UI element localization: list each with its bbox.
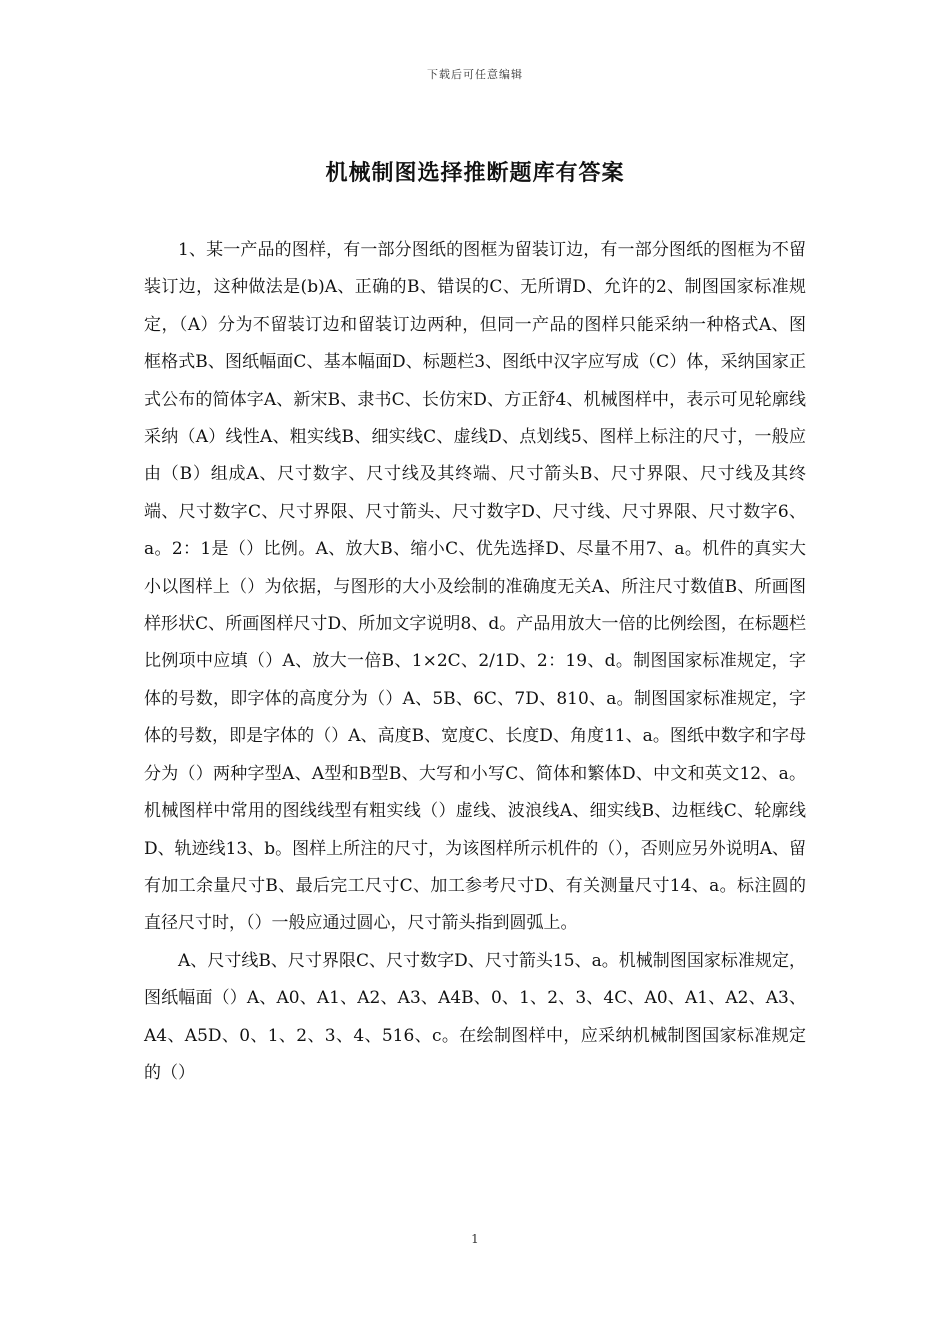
document-body xyxy=(144,232,806,1092)
page-number: 1 xyxy=(471,1232,479,1246)
page-header-note: 下载后可任意编辑 xyxy=(427,68,523,81)
body-paragraph: 1、某一产品的图样，有一部分图纸的图框为留装订边，有一部分图纸的图框为不留装订边，这种做法是(b)A、正确的B、错误的C、无所谓D、允许的2、制图国家标准规定，（A）分为不留装订边和留装订边两种，但同一产品的图样只能采纳一种格式A、图框格式B、图纸幅面C、基本幅面D、标题栏3、图纸中汉字应写成（C）体，采纳国家正式公布的简体字A、新宋B、隶书C、长仿宋D、方正舒4、机械图样中，表示可见轮廓线采纳（A）线性A、粗实线B、细实线C、虚线D、点划线5、图样上标注的尺寸，一般应由（B）组成A、尺寸数字、尺寸线及其终端、尺寸箭头B、尺寸界限、尺寸线及其终端、尺寸数字C、尺寸界限、尺寸箭头、尺寸数字D、尺寸线、尺寸界限、尺寸数字6、a。2：1是（）比例。A、放大B、缩小C、优先选择D、尽量不用7、a。机件的真实大小以图样上（）为依据，与图形的大小及绘制的准确度无关A、所注尺寸数值B、所画图样形状C、所画图样尺寸D、所加文字说明8、d。产品用放大一倍的比例绘图，在标题栏比例项中应填（）A、放大一倍B、1×2C、2/1D、2：19、d。制图国家标准规定，字体的号数，即字体的高度分为（）A、5B、6C、7D、810、a。制图国家标准规定，字体的号数，即是字体的（）A、高度B、宽度C、长度D、角度11、a。图纸中数字和字母分为（）两种字型A、A型和B型B、大写和小写C、简体和繁体D、中文和英文12、a。机械图样中常用的图线线型有粗实线（）虚线、波浪线A、细实线B、边框线C、轮廓线D、轨迹线13、b。图样上所注的尺寸，为该图样所示机件的（），否则应另外说明A、留有加工余量尺寸B、最后完工尺寸C、加工参考尺寸D、有关测量尺寸14、a。标注圆的直径尺寸时，（）一般应通过圆心，尺寸箭头指到圆弧上。 xyxy=(144,240,806,934)
document-title: 机械制图选择推断题库有答案 xyxy=(325,160,625,186)
body-paragraph: A、尺寸线B、尺寸界限C、尺寸数字D、尺寸箭头15、a。机械制图国家标准规定，图纸幅面（）A、A0、A1、A2、A3、A4B、0、1、2、3、4C、A0、A1、A2、A3、A4、A5D、0、1、2、3、4、516、c。在绘制图样中，应采纳机械制图国家标准规定的（） xyxy=(144,950,806,1083)
